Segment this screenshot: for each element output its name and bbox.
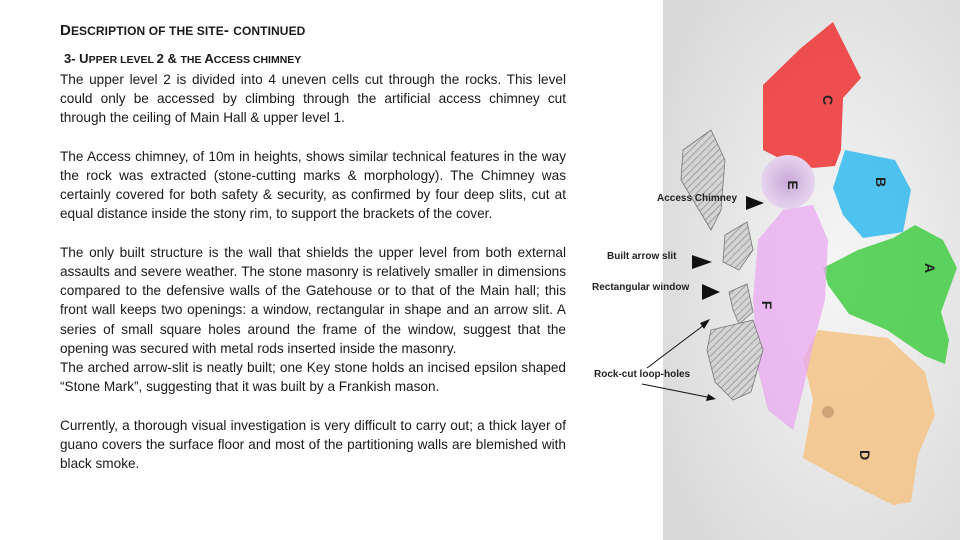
title-rest: ESCRIPTION OF THE SITE xyxy=(70,24,224,38)
section-title-part: 3- U xyxy=(64,51,89,66)
paragraph-upper-level: The upper level 2 is divided into 4 uneven cells cut through the rocks. This level could only be accessed by climbing through the artificial access chimney cut through the ceiling of Main Hall & upper level 1. xyxy=(60,72,566,126)
title-continued: CONTINUED xyxy=(233,24,306,38)
cell-label-b: B xyxy=(873,176,889,188)
section-title-part: THE xyxy=(180,54,205,66)
callout-built-arrow-slit: Built arrow slit xyxy=(607,251,677,262)
cell-label-e: E xyxy=(785,180,801,190)
paragraph-access-chimney: The Access chimney, of 10m in heights, shows similar technical features in the way the rock was extracted (stone-cutting marks & morphology). The Chimney was certainly covered for both safety & security, as confirmed by four deep slits, cut at equal distance inside the stony rim, to support the brackets of the cover. xyxy=(60,148,566,222)
slide-title xyxy=(60,22,305,39)
section-title-part: 2 & xyxy=(156,51,181,66)
cell-label-c: C xyxy=(820,94,836,106)
paragraph-arrow-slit: The arched arrow-slit is neatly built; one Key stone holds an incised epsilon shaped “Stone Mark”, suggesting that it was built by a Frankish mason. xyxy=(60,360,566,395)
callout-rock-cut-loop-holes: Rock-cut loop-holes xyxy=(594,369,691,380)
site-plan-svg xyxy=(663,0,960,540)
section-title-part: PPER LEVEL xyxy=(88,54,157,66)
section-title xyxy=(64,51,301,66)
title-initial: D xyxy=(60,22,71,39)
section-title-part: A xyxy=(204,51,214,66)
cell-label-f: F xyxy=(759,300,775,310)
cell-d-marker xyxy=(822,406,834,418)
title-separator: - xyxy=(223,22,234,39)
section-title-part: CCESS CHIMNEY xyxy=(213,54,302,66)
cell-label-a: A xyxy=(922,262,938,274)
body-text xyxy=(60,70,566,473)
paragraph-built-structure: The only built structure is the wall that shields the upper level from both external assaults and severe weather. The stone masonry is relatively smaller in dimensions compared to the defensive walls of the Gatehouse or to that of the Main hall; this front wall keeps two openings: a window, rectangular in shape and an arrow slit. A series of small square holes around the frame of the window, suggest that the opening was secured with metal rods inserted inside the masonry. xyxy=(60,244,566,356)
site-plan-map xyxy=(663,0,960,540)
paragraph-current-state: Currently, a thorough visual investigation is very difficult to carry out; a thick layer of guano covers the surface floor and most of the partitioning walls are blemished with black smoke. xyxy=(60,417,566,472)
callout-rectangular-window: Rectangular window xyxy=(592,282,690,293)
callout-access-chimney: Access Chimney xyxy=(657,193,738,204)
cell-label-d: D xyxy=(857,449,873,461)
